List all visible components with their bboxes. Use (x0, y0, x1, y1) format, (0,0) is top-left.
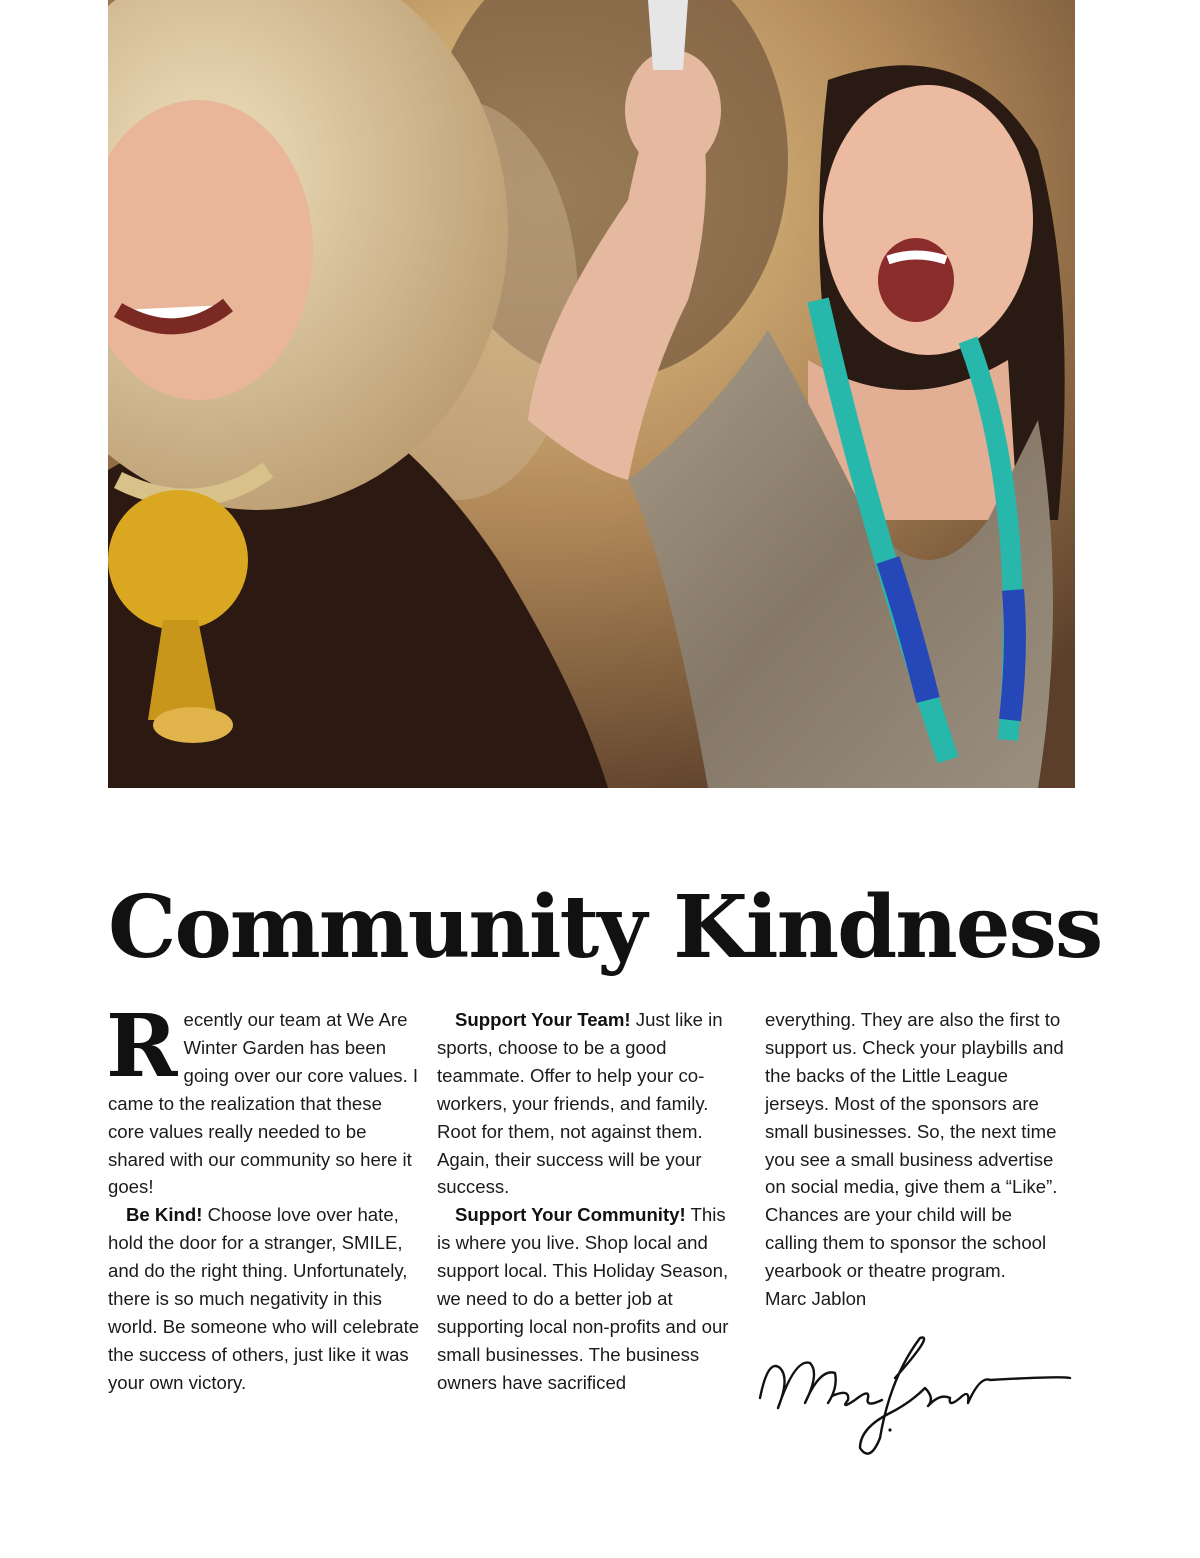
article-column-2 (437, 1006, 742, 1397)
kind-text: Choose love over hate, hold the door for a stranger, SMILE, and do the right thing. Unfortunately, there is so much negativity in this world. Be someone who will celebrate the success of others, just like it was your own victory. (108, 1204, 420, 1393)
team-heading: Support Your Team! (455, 1009, 631, 1030)
author-name: Marc Jablon (765, 1288, 867, 1310)
party-photo-icon (108, 0, 1075, 788)
closing-paragraph: everything. They are also the first to support us. Check your playbills and the backs of the Little League jerseys. Most of the sponsors are small businesses. So, the next time you see a small business advertise on social media, give them a “Like”. Chances are your child will be calling them to sponsor the school yearbook or theatre program. (765, 1009, 1064, 1282)
article-column-3 (765, 1006, 1065, 1313)
article-column-1 (106, 996, 420, 1397)
team-paragraph (437, 1006, 742, 1201)
kind-heading: Be Kind! (126, 1204, 203, 1226)
community-text: This is where you live. Shop local and support local. This Holiday Season, we need to do a better job at supporting local non-profits and our small businesses. The business owners have sacrificed (437, 1204, 729, 1393)
team-text: Just like in sports, choose to be a good teammate. Offer to help your co-workers, your friends, and family. Root for them, not against them. Again, their success will be your success. (437, 1009, 723, 1198)
drop-cap: R (106, 996, 178, 1097)
kind-paragraph (108, 1201, 420, 1396)
intro-paragraph: ecently our team at We Are Winter Garden has been going over our core values. I came to the realization that these core values really needed to be shared with our community so here it goes! (108, 1009, 419, 1198)
community-heading: Support Your Community! (455, 1204, 686, 1226)
signature (720, 1318, 1080, 1468)
page-title: Community Kindness (108, 877, 1102, 978)
signature-icon (720, 1318, 1080, 1468)
hero-photo (108, 0, 1075, 788)
community-paragraph (437, 1201, 742, 1396)
